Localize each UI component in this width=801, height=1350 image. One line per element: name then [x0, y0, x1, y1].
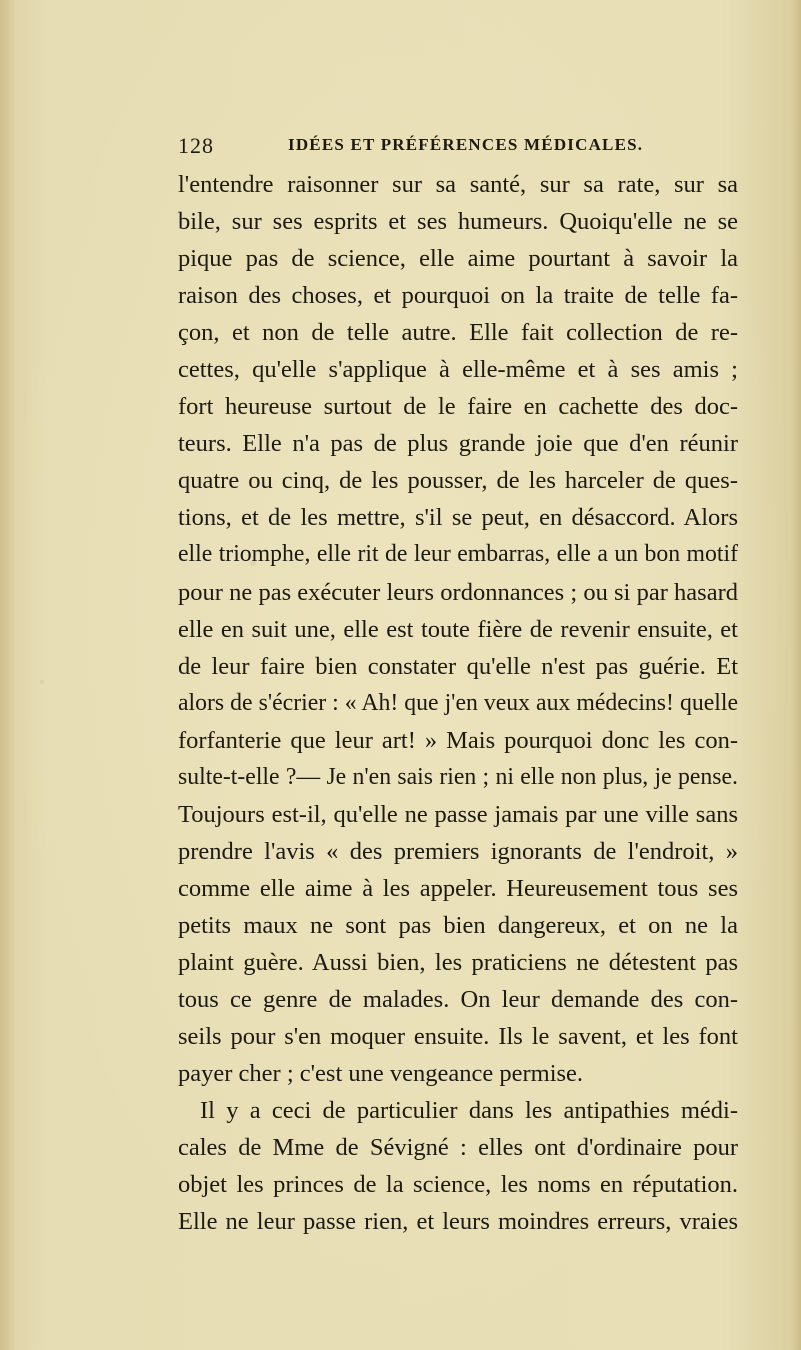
page-header [178, 133, 738, 163]
text-line: Toujours est-il, qu'elle ne passe jamais par une ville sans [178, 800, 738, 828]
text-line: raison des choses, et pourquoi on la traite de telle fa- [178, 282, 738, 310]
body-text [178, 166, 738, 1240]
text-line: fort heureuse surtout de le faire en cachette des doc- [178, 393, 738, 421]
page-edge-shadow [791, 0, 801, 1350]
text-line: payer cher ; c'est une vengeance permise. [178, 1060, 584, 1088]
page-gutter-shadow [0, 0, 14, 1350]
paper-spot [40, 680, 44, 684]
text-line: Il y a ceci de particulier dans les antipathies médi- [200, 1097, 738, 1125]
running-title: IDÉES ET PRÉFÉRENCES MÉDICALES. [288, 135, 644, 154]
text-line: objet les princes de la science, les noms en réputation. [178, 1171, 738, 1199]
text-line: elle triomphe, elle rit de leur embarras, elle a un bon motif [178, 541, 738, 568]
text-line: cales de Mme de Sévigné : elles ont d'ordinaire pour [178, 1134, 738, 1162]
text-line: tions, et de les mettre, s'il se peut, en désaccord. Alors [178, 504, 738, 532]
text-line: alors de s'écrier : « Ah! que j'en veux aux médecins! quelle [178, 689, 738, 716]
text-line: pique pas de science, elle aime pourtant à savoir la [178, 245, 738, 273]
text-line: çon, et non de telle autre. Elle fait collection de re- [178, 319, 738, 347]
page-number: 128 [178, 133, 214, 158]
text-line: tous ce genre de malades. On leur demande des con- [178, 986, 738, 1014]
text-line: prendre l'avis « des premiers ignorants de l'endroit, » [178, 837, 738, 865]
text-line: bile, sur ses esprits et ses humeurs. Quoiqu'elle ne se [178, 208, 738, 236]
text-line: Elle ne leur passe rien, et leurs moindres erreurs, vraies [178, 1208, 738, 1236]
text-line: cettes, qu'elle s'applique à elle-même et à ses amis ; [178, 356, 738, 384]
text-line: comme elle aime à les appeler. Heureusement tous ses [178, 874, 738, 902]
text-line: forfanterie que leur art! » Mais pourquoi donc les con- [178, 726, 738, 754]
text-line: teurs. Elle n'a pas de plus grande joie que d'en réunir [178, 430, 738, 458]
text-line: quatre ou cinq, de les pousser, de les harceler de ques- [178, 467, 738, 495]
text-line: elle en suit une, elle est toute fière de revenir ensuite, et [178, 615, 738, 643]
text-line: l'entendre raisonner sur sa santé, sur sa rate, sur sa [178, 171, 738, 198]
text-line: plaint guère. Aussi bien, les praticiens ne détestent pas [178, 948, 738, 976]
text-line: de leur faire bien constater qu'elle n'est pas guérie. Et [178, 652, 738, 680]
text-line: petits maux ne sont pas bien dangereux, et on ne la [178, 911, 738, 939]
text-line: sulte-t-elle ?— Je n'en sais rien ; ni elle non plus, je pense. [178, 763, 738, 790]
text-line: seils pour s'en moquer ensuite. Ils le savent, et les font [178, 1023, 738, 1051]
text-line: pour ne pas exécuter leurs ordonnances ; ou si par hasard [178, 578, 738, 606]
